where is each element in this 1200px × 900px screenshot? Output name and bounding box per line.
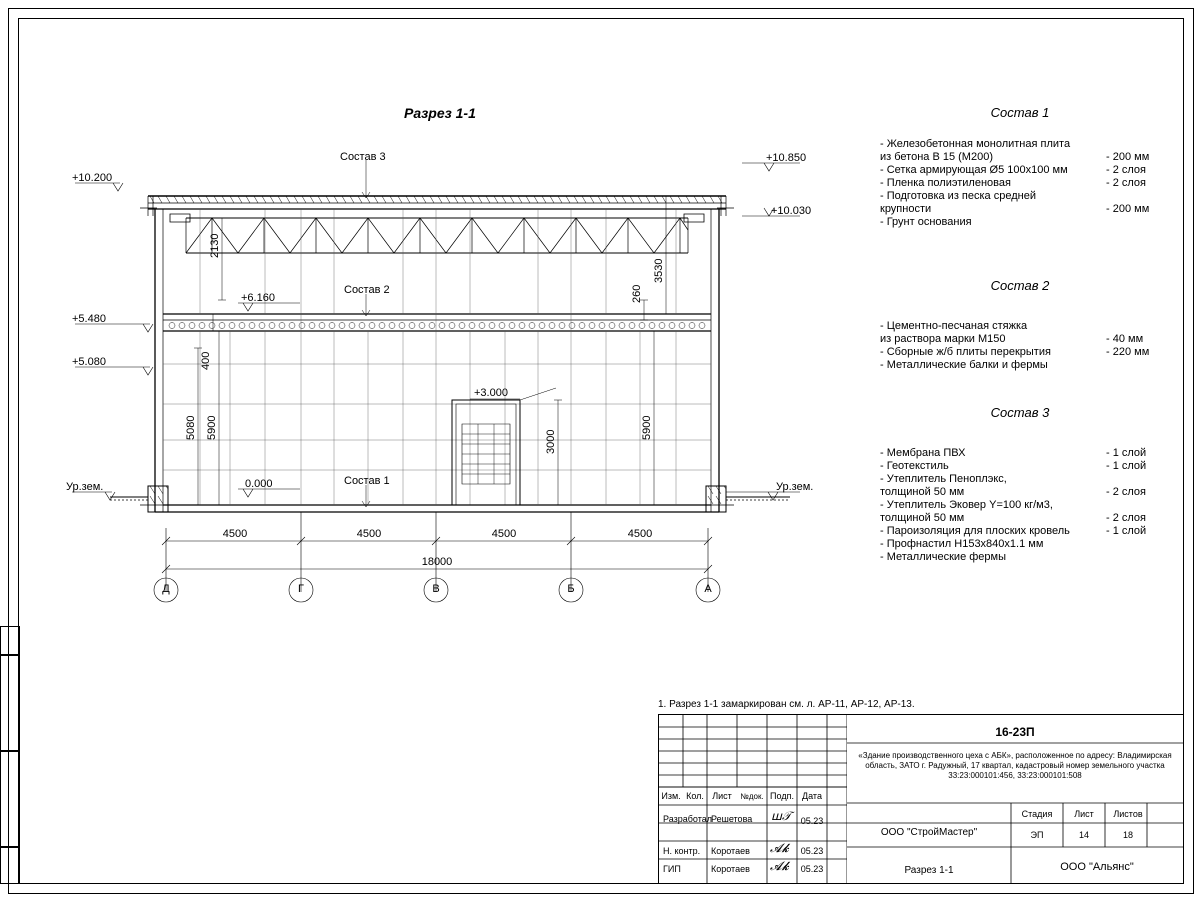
elevation-left-5080: +5.080 bbox=[72, 356, 106, 368]
sheet-name: Разрез 1-1 bbox=[904, 865, 954, 876]
composition-1-item: - Сетка армирующая Ø5 100х100 мм bbox=[880, 164, 1068, 176]
elevation-left-5480: +5.480 bbox=[72, 313, 106, 325]
composition-3-item: толщиной 50 мм bbox=[880, 512, 965, 524]
sheets-value: 18 bbox=[1122, 830, 1133, 840]
composition-3-title: Состав 3 bbox=[990, 405, 1050, 420]
sheet-label: Лист bbox=[1074, 809, 1094, 819]
axis-label-d: Д bbox=[162, 583, 170, 595]
dim-5900-left: 5900 bbox=[206, 415, 218, 440]
composition-3-item: - Профнастил Н153х840х1.1 мм bbox=[880, 538, 1044, 550]
composition-3-value: - 2 слоя bbox=[1106, 512, 1147, 524]
dim-5080: 5080 bbox=[185, 415, 197, 440]
designer-company: ООО "Альянс" bbox=[1060, 861, 1134, 873]
date-nkontr: 05.23 bbox=[800, 846, 824, 856]
elevation-right-ground: Ур.зем. bbox=[776, 481, 814, 493]
dim-total: 18000 bbox=[421, 556, 453, 568]
composition-1 bbox=[880, 105, 1180, 229]
col-header-ndoc: №док. bbox=[740, 792, 764, 801]
composition-1-value: - 2 слоя bbox=[1106, 177, 1147, 189]
callout-sostav-2: Состав 2 bbox=[344, 284, 390, 296]
title-block bbox=[658, 714, 1184, 884]
col-header-izm: Изм. bbox=[661, 791, 681, 801]
dim-260: 260 bbox=[631, 284, 643, 303]
callout-sostav-1: Состав 1 bbox=[344, 475, 390, 487]
stage-label: Стадия bbox=[1021, 809, 1053, 819]
signature-nkontr: 𝓐𝓴 bbox=[770, 841, 789, 855]
signature-razrabotal: ꟺ𝒯 bbox=[771, 809, 792, 823]
elevation-inner-3000: +3.000 bbox=[474, 387, 508, 399]
role-razrabotal: Разработал bbox=[663, 814, 712, 824]
dim-2130: 2130 bbox=[209, 233, 221, 258]
elevation-left-ground: Ур.зем. bbox=[66, 481, 104, 493]
composition-1-title: Состав 1 bbox=[990, 105, 1050, 120]
object-description: «Здание производственного цеха с АБК», расположенное по адресу: Владимирская область, ЗАТО г. Радужный, 17 квартал, кадастровый номер земельного участка 33:23:000101:456, 33:23:000101:508 bbox=[858, 751, 1172, 780]
composition-3-item: - Утеплитель Пеноплэкс, bbox=[880, 473, 1007, 485]
title-block-grid-right bbox=[847, 715, 1183, 883]
composition-2-item: - Цементно-песчаная стяжка bbox=[880, 320, 1028, 332]
composition-3-value: - 2 слоя bbox=[1106, 486, 1147, 498]
signature-gip: 𝓐𝓴 bbox=[770, 859, 789, 873]
composition-1-item: - Подготовка из песка средней bbox=[880, 190, 1036, 202]
sheets-label: Листов bbox=[1113, 809, 1143, 819]
composition-2-item: из раствора марки М150 bbox=[880, 333, 1006, 345]
dim-3000-door: 3000 bbox=[545, 429, 557, 454]
elevation-inner-0000: 0.000 bbox=[245, 478, 273, 490]
composition-3-item: - Утеплитель Эковер Y=100 кг/м3, bbox=[880, 499, 1053, 511]
stage-value: ЭП bbox=[1030, 830, 1044, 840]
composition-1-item: крупности bbox=[880, 203, 932, 215]
sheet-value: 14 bbox=[1078, 830, 1089, 840]
composition-2-item: - Металлические балки и фермы bbox=[880, 359, 1048, 371]
elevation-left-10200: +10.200 bbox=[72, 172, 113, 184]
composition-1-item: - Грунт основания bbox=[880, 216, 972, 228]
composition-3-value: - 1 слой bbox=[1106, 525, 1147, 537]
composition-1-item: из бетона В 15 (М200) bbox=[880, 151, 993, 163]
col-header-podp: Подп. bbox=[770, 791, 794, 801]
dim-bay-3: 4500 bbox=[491, 528, 517, 540]
axis-label-g: Г bbox=[298, 583, 304, 595]
composition-3-value: - 1 слой bbox=[1106, 460, 1147, 472]
dim-400: 400 bbox=[200, 351, 212, 370]
axis-label-a: А bbox=[704, 583, 712, 595]
composition-3-item: - Пароизоляция для плоских кровель bbox=[880, 525, 1070, 537]
col-header-data: Дата bbox=[802, 791, 822, 801]
composition-3-item: - Металлические фермы bbox=[880, 551, 1007, 563]
date-gip: 05.23 bbox=[800, 864, 824, 874]
dim-5900-right: 5900 bbox=[641, 415, 653, 440]
composition-3-item: - Мембрана ПВХ bbox=[880, 447, 966, 459]
project-code: 16-23П bbox=[995, 725, 1035, 739]
composition-2-title: Состав 2 bbox=[990, 278, 1050, 293]
composition-3-value: - 1 слой bbox=[1106, 447, 1147, 459]
composition-2-value: - 40 мм bbox=[1106, 333, 1144, 345]
dim-bay-4: 4500 bbox=[627, 528, 653, 540]
name-gip: Коротаев bbox=[711, 864, 750, 874]
composition-1-value: - 200 мм bbox=[1106, 203, 1150, 215]
axis-label-v: В bbox=[432, 583, 440, 595]
dim-3530: 3530 bbox=[653, 258, 665, 283]
composition-2-value: - 220 мм bbox=[1106, 346, 1150, 358]
date-razrabotal: 05.23 bbox=[800, 816, 824, 826]
section-title: Разрез 1-1 bbox=[404, 105, 476, 121]
composition-3-item: - Геотекстиль bbox=[880, 460, 949, 472]
composition-1-value: - 2 слоя bbox=[1106, 164, 1147, 176]
composition-1-item: - Железобетонная монолитная плита bbox=[880, 138, 1071, 150]
callout-sostav-3: Состав 3 bbox=[340, 151, 386, 163]
elevation-inner-6160: +6.160 bbox=[241, 292, 275, 304]
composition-1-value: - 200 мм bbox=[1106, 151, 1150, 163]
composition-3 bbox=[880, 405, 1180, 564]
col-header-list: Лист bbox=[712, 791, 732, 801]
composition-1-item: - Пленка полиэтиленовая bbox=[880, 177, 1011, 189]
role-nkontr: Н. контр. bbox=[663, 846, 701, 856]
company: ООО "СтройМастер" bbox=[880, 827, 978, 838]
composition-2 bbox=[880, 278, 1180, 372]
dim-bay-2: 4500 bbox=[356, 528, 382, 540]
drawing-note: 1. Разрез 1-1 замаркирован см. л. АР-11, АР-12, АР-13. bbox=[658, 699, 915, 710]
col-header-kol: Кол. bbox=[686, 791, 704, 801]
axis-label-b: Б bbox=[567, 583, 575, 595]
role-gip: ГИП bbox=[663, 864, 681, 874]
name-razrabotal: Решетова bbox=[711, 814, 753, 824]
elevation-right-10030: +10.030 bbox=[771, 205, 812, 217]
dim-bay-1: 4500 bbox=[222, 528, 248, 540]
composition-2-item: - Сборные ж/б плиты перекрытия bbox=[880, 346, 1051, 358]
composition-3-item: толщиной 50 мм bbox=[880, 486, 965, 498]
elevation-right-10850: +10.850 bbox=[766, 152, 807, 164]
name-nkontr: Коротаев bbox=[711, 846, 750, 856]
